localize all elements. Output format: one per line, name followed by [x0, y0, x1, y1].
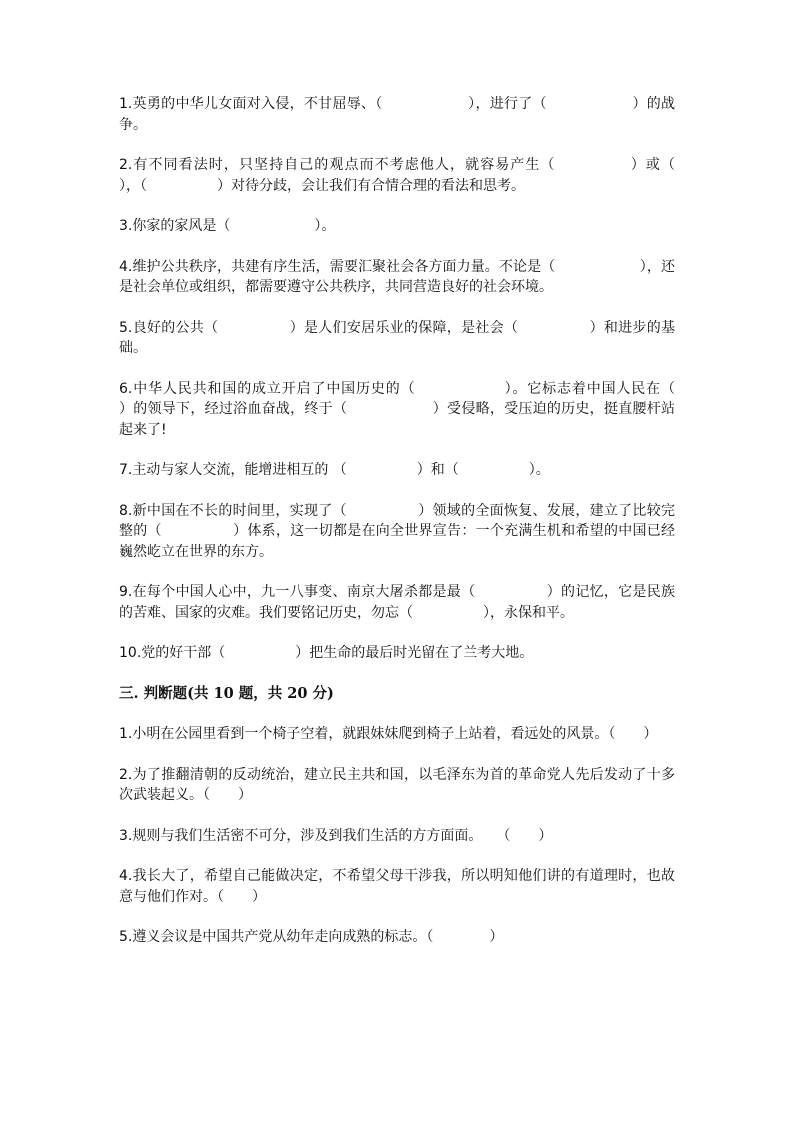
fill-question-9: 9.在每个中国人心中，九一八事变、南京大屠杀都是最（ ）的记忆，它是民族的苦难、国家的灾难。我们要铭记历史，勿忘（ ），永保和平。	[119, 584, 675, 621]
fill-question-10: 10.党的好干部（ ）把生命的最后时光留在了兰考大地。	[119, 645, 534, 661]
judge-question-3: 3.规则与我们生活密不可分，涉及到我们生活的方方面面。 （ ）	[119, 827, 553, 844]
fill-question-3: 3.你家的家风是（ ）。	[119, 218, 336, 234]
fill-question-4: 4.维护公共秩序，共建有序生活，需要汇聚社会各方面力量。不论是（ ），还是社会单位或组织，都需要遵守公共秩序，共同营造良好的社会环境。	[119, 258, 675, 295]
worksheet-page	[119, 94, 759, 968]
section-title: 三. 判断题(共 10 题，共 20 分)	[119, 684, 334, 702]
fill-question-1: 1.英勇的中华儿女面对入侵，不甘屈辱、（ ），进行了（ ）的战争。	[119, 96, 675, 133]
judge-question-4: 4.我长大了，希望自己能做决定，不希望父母干涉我，所以明知他们讲的有道理时，也故意与他们作对。（ ）	[119, 868, 675, 905]
fill-question-5: 5.良好的公共（ ）是人们安居乐业的保障，是社会（ ）和进步的基础。	[119, 319, 675, 356]
fill-question-7: 7.主动与家人交流，能增进相互的 （ ）和（ ）。	[119, 462, 550, 478]
fill-question-8: 8.新中国在不长的时间里，实现了（ ）领域的全面恢复、发展，建立了比较完整的（ ）体系，这一切都是在向全世界宣告：一个充满生机和希望的中国已经巍然屹立在世界的东方。	[119, 502, 675, 560]
fill-question-6: 6.中华人民共和国的成立开启了中国历史的（ ）。它标志着中国人民在（ ）的领导下，经过浴血奋战，终于（ ）受侵略，受压迫的历史，挺直腰杆站起来了!	[119, 380, 759, 438]
judge-question-5: 5.遵义会议是中国共产党从幼年走向成熟的标志。（ ）	[119, 929, 504, 945]
fill-question-2: 2.有不同看法时，只坚持自己的观点而不考虑他人，就容易产生（ ）或（ ），（ ）对待分歧，会让我们有合情合理的看法和思考。	[119, 157, 745, 194]
judge-question-2: 2.为了推翻清朝的反动统治，建立民主共和国，以毛泽东为首的革命党人先后发动了十多次武装起义。（ ）	[119, 766, 675, 803]
judge-question-1: 1.小明在公园里看到一个椅子空着，就跟妹妹爬到椅子上站着，看远处的风景。（ ）	[119, 726, 658, 742]
